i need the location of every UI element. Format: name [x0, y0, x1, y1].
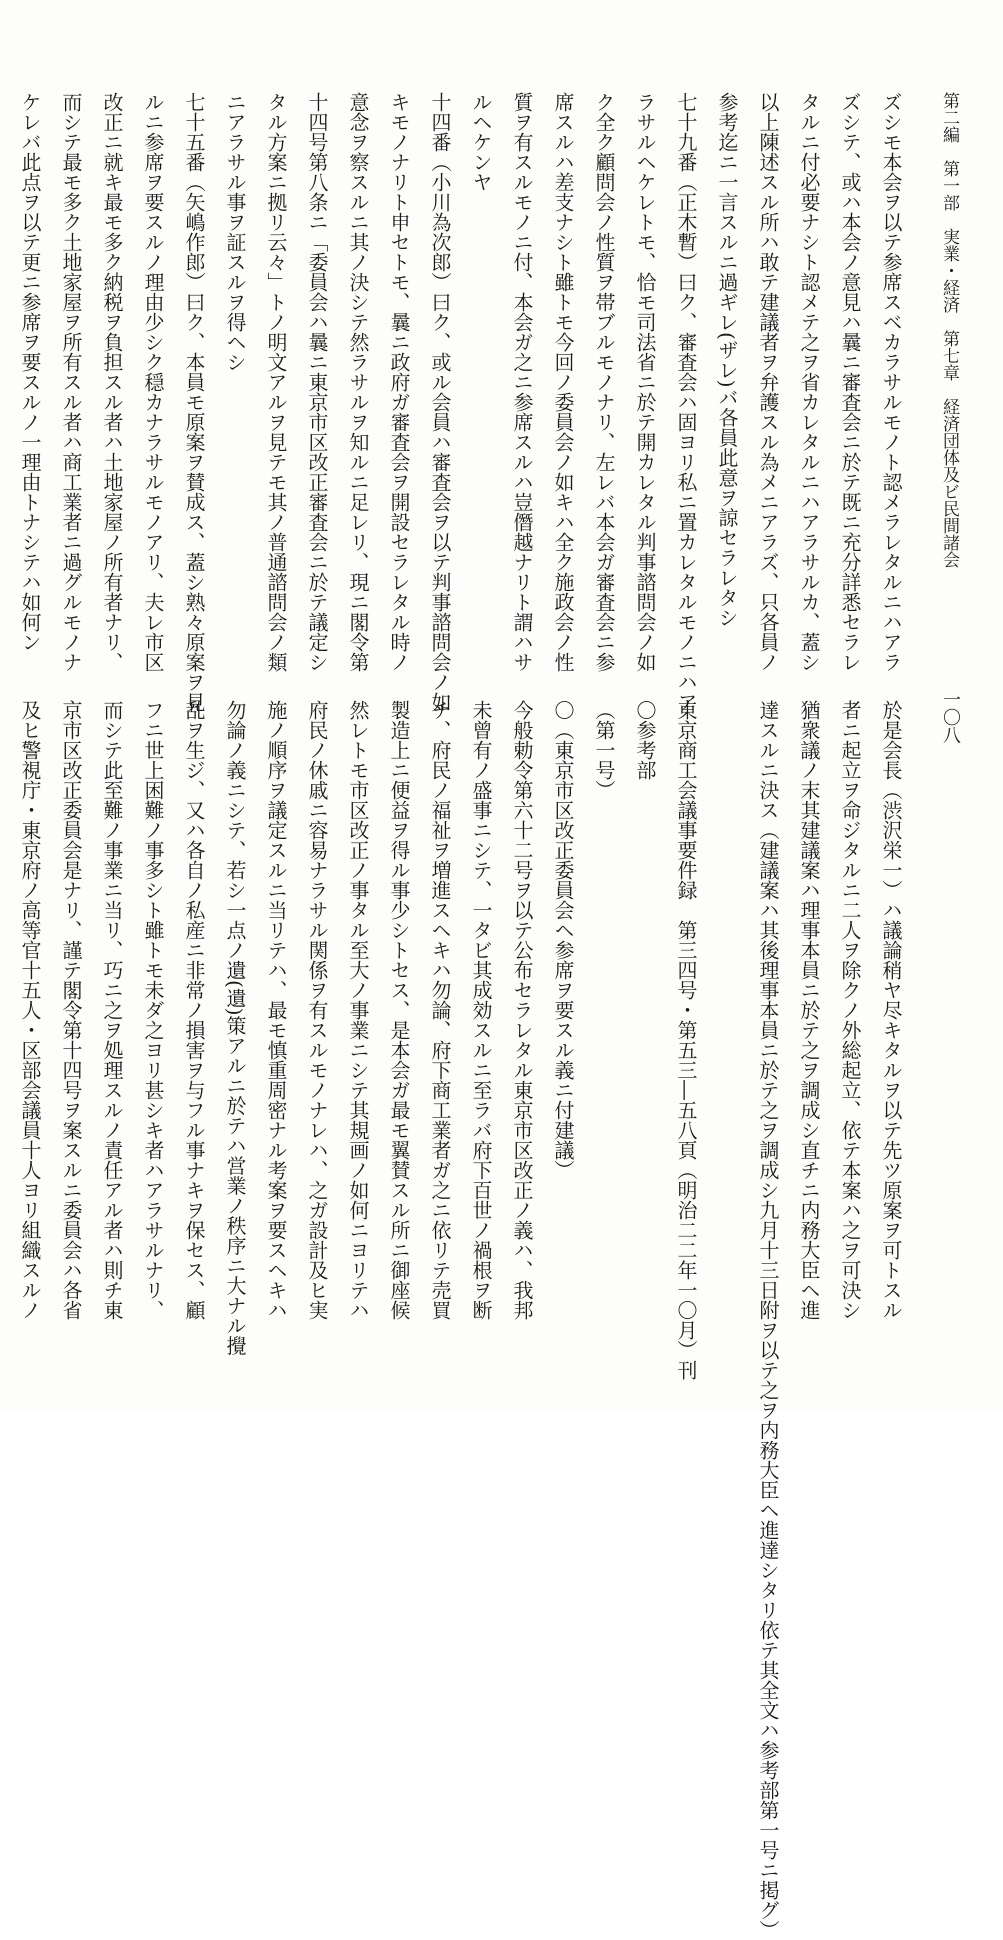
running-head: 第二編 第一部 実業・経済 第七章 経済団体及ビ民間諸会	[939, 92, 959, 568]
lower-text-block: 於是会長（渋沢栄一）ハ議論稍ヤ尽キタルヲ以テ先ツ原案ヲ可トスル 者ニ起立ヲ命ジタルニ二人ヲ除クノ外総起立、依テ本案ハ之ヲ可決シ 猶衆議ノ末其建議案ハ理事本員ニ於テ之ヲ調成シ直チニ内務大臣ヘ進 達スルニ決ス（建議案ハ其後理事本員ニ於テ之ヲ調成シ九月十三日附ヲ以テ之ヲ内務大臣ヘ進達シタリ依テ其全文ハ参考部第一号ニ掲グ） 東京商工会議事要件録 第三四号・第五三―五八頁（明治二二年一〇月）刊 〇参考部 （第一号） 〇（東京市区改正委員会ヘ参席ヲ要スル義ニ付建議） 今般勅令第六十二号ヲ以テ公布セラレタル東京市区改正ノ義ハ、我邦 未曾有ノ盛事ニシテ、一タビ其成効スルニ至ラバ府下百世ノ禍根ヲ断 チ、府民ノ福祉ヲ増進スヘキハ勿論、府下商工業者ガ之ニ依リテ売買 製造上ニ便益ヲ得ル事少シトセス、是本会ガ最モ翼賛スル所ニ御座候 然レトモ市区改正ノ事タル至大ノ事業ニシテ其規画ノ如何ニヨリテハ 府民ノ休戚ニ容易ナラサル関係ヲ有スルモノナレハ、之ガ設計及ヒ実 施ノ順序ヲ議定スルニ当リテハ、最モ慎重周密ナル考案ヲ要スヘキハ 勿論ノ義ニシテ、若シ一点ノ遺(遺)策アルニ於テハ営業ノ秩序ニ大ナル攪 乱ヲ生ジ、又ハ各自ノ私産ニ非常ノ損害ヲ与フル事ナキヲ保セス、顧 フニ世上困難ノ事多シト雖トモ未ダ之ヨリ甚シキ者ハアラサルナリ、 而シテ此至難ノ事業ニ当リ、巧ニ之ヲ処理スルノ責任アル者ハ則チ東 京市区改正委員会是ナリ、謹テ閣令第十四号ヲ案スルニ委員会ハ各省 及ヒ警視庁・東京府ノ高等官十五人・区部会議員十人ヨリ組織スルノ	[18, 700, 903, 1940]
page-number: 一〇八	[940, 690, 961, 744]
upper-text-block: ズシモ本会ヲ以テ参席スベカラサルモノト認メラレタルニハアラ ズシテ、或ハ本会ノ意見ハ曩ニ審査会ニ於テ既ニ充分詳悉セラレ タルニ付必要ナシト認メテ之ヲ省カレタルニハアラサルカ、蓋シ 以上陳述スル所ハ敢テ建議者ヲ弁護スル為メニアラズ、只各員ノ 参考迄ニ一言スルニ過ギレ(ザレ)バ各員此意ヲ諒セラレタシ 七十九番（正木暫）曰ク、審査会ハ固ヨリ私ニ置カレタルモノニハア ラサルヘケレトモ、恰モ司法省ニ於テ開カレタル判事諮問会ノ如 ク全ク顧問会ノ性質ヲ帯ブルモノナリ、左レバ本会ガ審査会ニ参 席スルハ差支ナシト雖トモ今回ノ委員会ノ如キハ全ク施政会ノ性 質ヲ有スルモノニ付、本会ガ之ニ参席スルハ豈僭越ナリト謂ハサ ルヘケンヤ 十四番（小川為次郎）曰ク、或ル会員ハ審査会ヲ以テ判事諮問会ノ如 キモノナリト申セトモ、曩ニ政府ガ審査会ヲ開設セラレタル時ノ 意念ヲ察スルニ其ノ決シテ然ラサルヲ知ルニ足レリ、現ニ閣令第 十四号第八条ニ「委員会ハ曩ニ東京市区改正審査会ニ於テ議定シ タル方案ニ拠リ云々」トノ明文アルヲ見テモ其ノ普通諮問会ノ類 ニアラサル事ヲ証スルヲ得ヘシ 七十五番（矢嶋作郎）曰ク、本員モ原案ヲ賛成ス、蓋シ熟々原案ヲ見 ルニ参席ヲ要スルノ理由少シク穏カナラサルモノアリ、夫レ市区 改正ニ就キ最モ多ク納税ヲ負担スル者ハ土地家屋ノ所有者ナリ、 而シテ最モ多ク土地家屋ヲ所有スル者ハ商工業者ニ過グルモノナ ケレバ此点ヲ以テ更ニ参席ヲ要スルノ一理由トナシテハ如何ン	[18, 92, 903, 712]
